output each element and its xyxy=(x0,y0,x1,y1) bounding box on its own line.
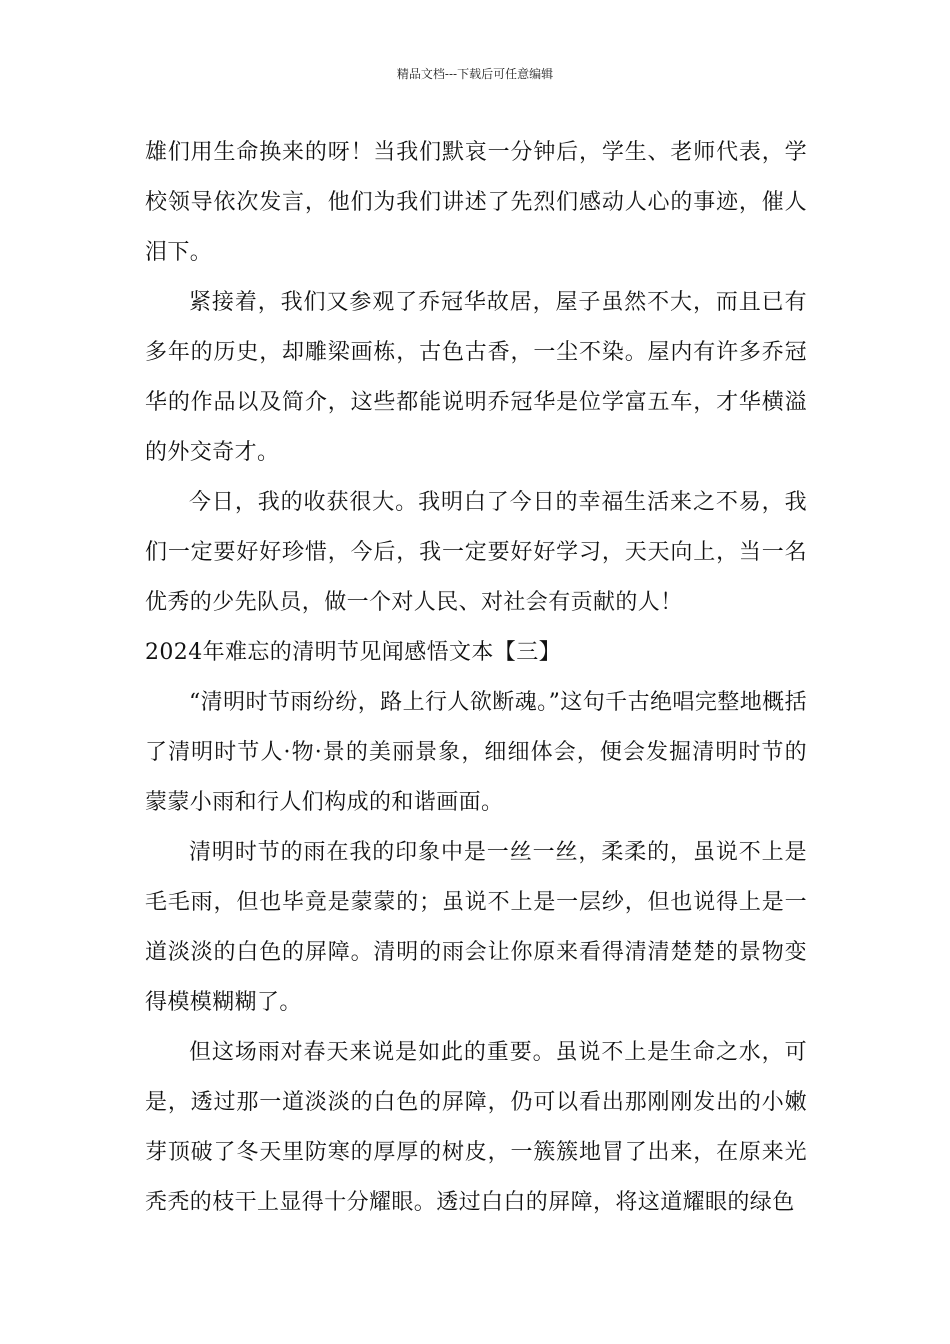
document-body xyxy=(145,128,807,1228)
paragraph-harvest: 今日，我的收获很大。我明白了今日的幸福生活来之不易，我们一定要好好珍惜，今后，我一定要好好学习，天天向上，当一名优秀的少先队员，做一个对人民、对社会有贡献的人！ xyxy=(145,490,807,615)
paragraph-continuation: 雄们用生命换来的呀！当我们默哀一分钟后，学生、老师代表，学校领导依次发言，他们为我们讲述了先烈们感动人心的事迹，催人泪下。 xyxy=(145,140,807,265)
paragraph-spring: 但这场雨对春天来说是如此的重要。虽说不上是生命之水，可是，透过那一道淡淡的白色的屏障，仍可以看出那刚刚发出的小嫩芽顶破了冬天里防寒的厚厚的树皮，一簇簇地冒了出来，在原来光秃秃的枝干上显得十分耀眼。透过白白的屏障，将这道耀眼的绿色 xyxy=(145,1040,807,1215)
paragraph-rain: 清明时节的雨在我的印象中是一丝一丝，柔柔的，虽说不上是毛毛雨，但也毕竟是蒙蒙的；虽说不上是一层纱，但也说得上是一道淡淡的白色的屏障。清明的雨会让你原来看得清清楚楚的景物变得模模糊糊了。 xyxy=(145,840,807,1015)
page-header: 精品文档---下载后可任意编辑 xyxy=(396,67,554,81)
paragraph-poem: “清明时节雨纷纷，路上行人欲断魂。”这句千古绝唱完整地概括了清明时节人·物·景的美丽景象，细细体会，便会发掘清明时节的蒙蒙小雨和行人们构成的和谐画面。 xyxy=(145,690,807,815)
paragraph-former-residence: 紧接着，我们又参观了乔冠华故居，屋子虽然不大，而且已有多年的历史，却雕梁画栋，古色古香，一尘不染。屋内有许多乔冠华的作品以及简介，这些都能说明乔冠华是位学富五车，才华横溢的外交奇才。 xyxy=(145,290,807,465)
section-title: 2024年难忘的清明节见闻感悟文本【三】 xyxy=(145,640,561,665)
